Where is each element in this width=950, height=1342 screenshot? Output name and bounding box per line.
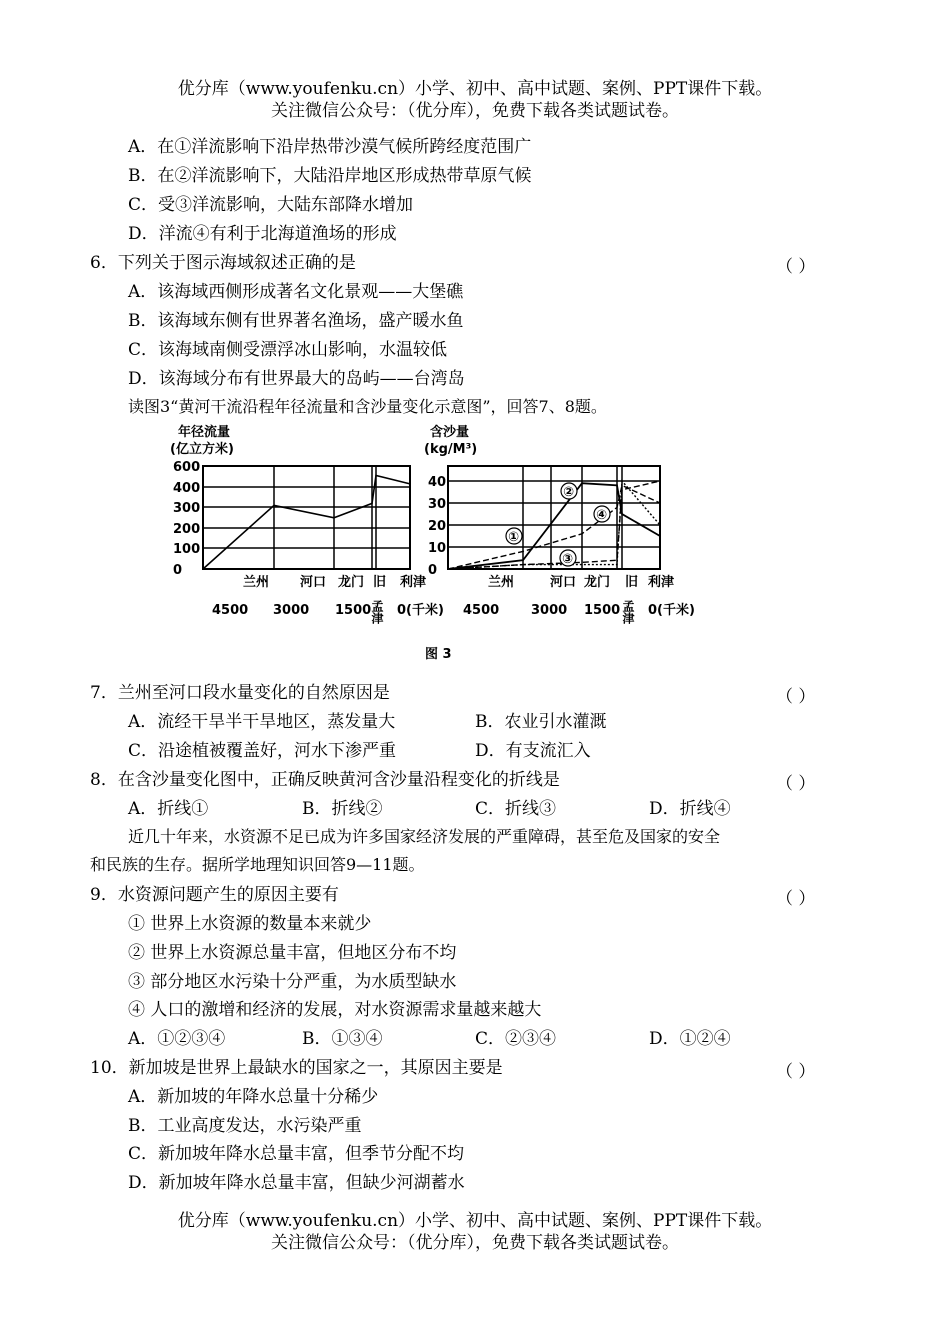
q10-option-d: D．新加坡年降水总量丰富，但缺少河湖蓄水	[128, 1173, 465, 1193]
right-ytick-label: 30	[428, 497, 447, 512]
intro-water-line-1: 近几十年来，水资源不足已成为许多国家经济发展的严重障碍，甚至危及国家的安全	[128, 827, 721, 846]
sediment-line-2	[448, 483, 660, 569]
q6-option-a: A．该海域西侧形成著名文化景观——大堡礁	[128, 282, 464, 302]
q7-option-d: D．有支流汇入	[475, 741, 591, 761]
figure-3	[170, 422, 710, 667]
svg-text:③: ③	[562, 552, 574, 567]
left-station-lijin: 利津	[400, 575, 427, 590]
q10-stem: 10．新加坡是世界上最缺水的国家之一，其原因主要是	[90, 1058, 503, 1078]
q7-option-a: A．流经干旱半干旱地区，蒸发量大	[128, 712, 396, 732]
q9-option-a: A．①②③④	[128, 1029, 226, 1049]
left-station-lanzhou: 兰州	[243, 575, 270, 590]
q8-option-b: B．折线②	[302, 799, 383, 819]
right-ytick-label: 0	[428, 563, 438, 578]
q7-answer-paren: （ ）	[776, 687, 816, 707]
q6-stem: 6．下列关于图示海域叙述正确的是	[90, 253, 356, 273]
left-dist-0: 0(千米)	[397, 603, 444, 618]
q9-item-4: ④ 人口的激增和经济的发展，对水资源需求量越来越大	[128, 1000, 542, 1020]
right-station-jiu: 旧	[625, 575, 639, 590]
q6-option-b: B．该海域东侧有世界著名渔场，盛产暖水鱼	[128, 311, 464, 331]
q9-option-c: C．②③④	[475, 1029, 557, 1049]
left-ytick-label: 600	[173, 460, 201, 475]
header-line-1: 优分库（www.youfenku.cn）小学、初中、高中试题、案例、PPT课件下载。	[177, 79, 773, 99]
q7-stem: 7．兰州至河口段水量变化的自然原因是	[90, 683, 390, 703]
q8-option-a: A．折线①	[128, 799, 209, 819]
right-ytick-label: 20	[428, 519, 447, 534]
q10-answer-paren: （ ）	[776, 1062, 816, 1082]
footer-line-2: 关注微信公众号：（优分库），免费下载各类试题试卷。	[271, 1233, 679, 1253]
line-label-1	[506, 528, 522, 545]
right-ylabel-2: (kg/M³)	[424, 442, 478, 457]
right-station-mengjin: 孟津	[621, 600, 635, 624]
q9-stem: 9．水资源问题产生的原因主要有	[90, 885, 339, 905]
line-label-4	[594, 506, 610, 523]
right-chart-yticks	[428, 475, 446, 578]
line-label-2	[561, 483, 577, 500]
right-dist-1500: 1500	[584, 603, 621, 618]
left-dist-1500: 1500	[335, 603, 372, 618]
intro-water-line-2: 和民族的生存。据所学地理知识回答9—11题。	[90, 855, 425, 874]
left-ytick-label: 200	[173, 522, 201, 537]
right-ytick-label: 40	[428, 475, 447, 490]
q9-item-3: ③ 部分地区水污染十分严重，为水质型缺水	[128, 972, 457, 992]
runoff-line	[203, 476, 410, 570]
q10-option-a: A．新加坡的年降水总量十分稀少	[128, 1087, 379, 1107]
q8-stem: 8．在含沙量变化图中，正确反映黄河含沙量沿程变化的折线是	[90, 770, 560, 790]
q9-item-1: ① 世界上水资源的数量本来就少	[128, 914, 372, 934]
q6-answer-paren: （ ）	[776, 257, 816, 277]
left-station-hekou: 河口	[300, 575, 327, 590]
right-station-lijin: 利津	[648, 575, 675, 590]
right-station-lanzhou: 兰州	[488, 575, 515, 590]
left-ylabel-1: 年径流量	[178, 425, 231, 440]
left-station-jiu: 旧	[373, 575, 387, 590]
q5-option-b: B．在②洋流影响下，大陆沿岸地区形成热带草原气候	[128, 166, 532, 186]
left-chart-grid	[203, 466, 410, 569]
right-ylabel-1: 含沙量	[430, 425, 470, 440]
line-label-3	[560, 550, 576, 567]
svg-text:④: ④	[596, 508, 608, 523]
figure-caption: 图 3	[425, 647, 452, 662]
svg-text:①: ①	[508, 530, 520, 545]
left-station-mengjin: 孟津	[370, 600, 384, 624]
q5-option-a: A．在①洋流影响下沿岸热带沙漠气候所跨经度范围广	[128, 137, 532, 157]
right-dist-4500: 4500	[463, 603, 500, 618]
q9-answer-paren: （ ）	[776, 889, 816, 909]
intro-fig3: 读图3“黄河干流沿程年径流量和含沙量变化示意图”，回答7、8题。	[128, 397, 607, 416]
q10-option-c: C．新加坡年降水总量丰富，但季节分配不均	[128, 1144, 465, 1164]
q6-option-c: C．该海域南侧受漂浮冰山影响，水温较低	[128, 340, 448, 360]
svg-text:②: ②	[563, 485, 575, 500]
right-dist-3000: 3000	[531, 603, 568, 618]
q9-item-2: ② 世界上水资源总量丰富，但地区分布不均	[128, 943, 457, 963]
left-chart-frame	[203, 466, 410, 569]
left-chart-yticks	[173, 460, 200, 578]
left-station-longmen: 龙门	[338, 575, 365, 590]
left-ytick-label: 0	[173, 563, 183, 578]
left-ytick-label: 300	[173, 501, 201, 516]
footer-line-1: 优分库（www.youfenku.cn）小学、初中、高中试题、案例、PPT课件下载。	[177, 1211, 773, 1231]
q7-option-b: B．农业引水灌溉	[475, 712, 607, 732]
q7-option-c: C．沿途植被覆盖好，河水下渗严重	[128, 741, 397, 761]
q5-option-d: D．洋流④有利于北海道渔场的形成	[128, 224, 397, 244]
sediment-line-1	[448, 485, 660, 569]
q8-option-d: D．折线④	[649, 799, 731, 819]
right-dist-0: 0(千米)	[648, 603, 695, 618]
q5-option-c: C．受③洋流影响，大陆东部降水增加	[128, 195, 414, 215]
q9-option-b: B．①③④	[302, 1029, 383, 1049]
right-station-longmen: 龙门	[584, 575, 611, 590]
right-station-hekou: 河口	[550, 575, 577, 590]
left-dist-3000: 3000	[273, 603, 310, 618]
right-ytick-label: 10	[428, 541, 447, 556]
left-ytick-label: 100	[173, 542, 201, 557]
header-line-2: 关注微信公众号：（优分库），免费下载各类试题试卷。	[271, 101, 679, 121]
q10-option-b: B．工业高度发达，水污染严重	[128, 1116, 362, 1136]
left-ylabel-2: (亿立方米)	[170, 442, 234, 457]
left-ytick-label: 400	[173, 481, 201, 496]
q8-option-c: C．折线③	[475, 799, 557, 819]
q8-answer-paren: （ ）	[776, 774, 816, 794]
q9-option-d: D．①②④	[649, 1029, 731, 1049]
left-dist-4500: 4500	[212, 603, 249, 618]
q6-option-d: D．该海域分布有世界最大的岛屿——台湾岛	[128, 369, 465, 389]
